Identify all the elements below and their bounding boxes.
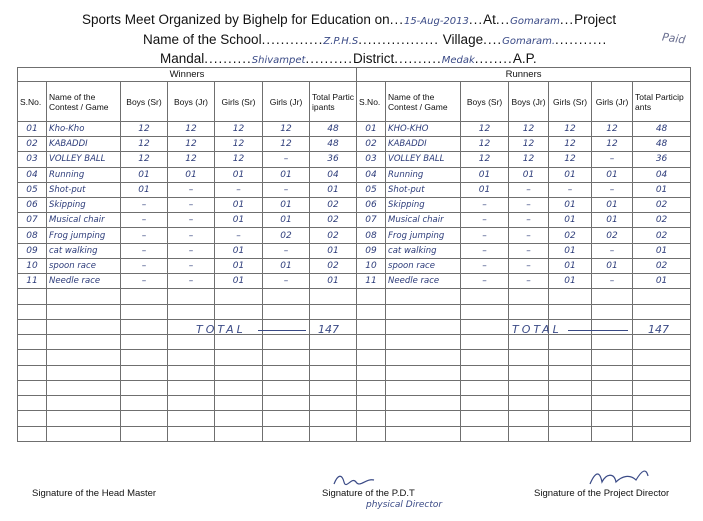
col-sno-r: S.No. — [357, 82, 386, 122]
empty-row — [18, 289, 691, 304]
table-row: 05 Shot-put 01 – – – 01 05 Shot-put 01 – – – 01 — [18, 182, 691, 197]
col-contest-r: Name of the Contest / Game — [386, 82, 461, 122]
col-boys-jr: Boys (Jr) — [168, 82, 215, 122]
mandal-label: Mandal — [160, 51, 205, 66]
table-row: 11 Needle race – – 01 – 01 11 Needle race – – 01 – 01 — [18, 274, 691, 289]
table-row: 08 Frog jumping – – – 02 02 08 Frog jumping – – 02 02 02 — [18, 228, 691, 243]
project-suffix: Project — [574, 12, 617, 27]
empty-row — [18, 380, 691, 395]
col-contest: Name of the Contest / Game — [47, 82, 121, 122]
col-boys-sr-r: Boys (Sr) — [461, 82, 509, 122]
table-row: 09 cat walking – – 01 – 01 09 cat walking – – 01 – 01 — [18, 243, 691, 258]
village-label: Village — [442, 32, 484, 47]
results-table — [17, 67, 691, 442]
mandal-name: Shivampet — [251, 55, 306, 66]
runners-total-label: TOTAL — [512, 323, 562, 336]
table-row: 07 Musical chair – – 01 01 02 07 Musical chair – – 01 01 02 — [18, 213, 691, 228]
column-header-row — [18, 82, 691, 122]
director-signature-mark — [586, 466, 656, 488]
col-girls-jr: Girls (Jr) — [263, 82, 310, 122]
col-sno: S.No. — [18, 82, 47, 122]
state-label: A.P. — [512, 51, 537, 66]
runners-total-dash — [568, 330, 628, 331]
meet-date: 15-Aug-2013 — [403, 16, 469, 27]
school-name: Z.P.H.S — [323, 36, 359, 47]
empty-row — [18, 411, 691, 426]
empty-row — [18, 365, 691, 380]
district-name: Medak — [441, 55, 475, 66]
group-header-row — [18, 68, 691, 82]
district-label: District — [352, 51, 395, 66]
table-row: 06 Skipping – – 01 01 02 06 Skipping – – 01 01 02 — [18, 198, 691, 213]
col-girls-jr-r: Girls (Jr) — [592, 82, 633, 122]
at-label: At — [483, 12, 496, 27]
table-row: 01 Kho-Kho 12 12 12 12 48 01 KHO-KHO 12 12 12 12 48 — [18, 121, 691, 136]
runners-heading: Runners — [357, 68, 691, 82]
school-label: Name of the School — [143, 32, 262, 47]
table-row: 03 VOLLEY BALL 12 12 12 – 36 03 VOLLEY BALL 12 12 12 – 36 — [18, 152, 691, 167]
project-name: Gomaram — [510, 16, 560, 27]
empty-row — [18, 304, 691, 319]
village-name: Gomaram. — [502, 36, 556, 47]
pdt-signature-label: Signature of the P.D.T — [322, 488, 415, 499]
project-director-signature-label: Signature of the Project Director — [534, 488, 670, 499]
mandal-line: Mandal..........Shivampet..........District..........Medak........A.P. — [160, 51, 537, 66]
table-row: 10 spoon race – – 01 01 02 10 spoon race – – 01 01 02 — [18, 258, 691, 273]
empty-row — [18, 335, 691, 350]
empty-row — [18, 319, 691, 334]
col-total-r: Total Participants — [633, 82, 691, 122]
empty-row — [18, 396, 691, 411]
table-row: 02 KABADDI 12 12 12 12 48 02 KABADDI 12 12 12 12 48 — [18, 137, 691, 152]
winners-heading: Winners — [18, 68, 357, 82]
title-prefix: Sports Meet Organized by Bighelp for Education on — [82, 12, 390, 27]
col-girls-sr-r: Girls (Sr) — [549, 82, 592, 122]
empty-row — [18, 350, 691, 365]
col-girls-sr: Girls (Sr) — [215, 82, 263, 122]
school-line: Name of the School.............Z.P.H.S................. Village....Gomaram............ — [143, 32, 608, 47]
pdt-note: physical Director — [366, 500, 443, 510]
winners-total-value: 147 — [318, 323, 339, 336]
empty-row — [18, 426, 691, 441]
pdt-signature-mark — [330, 470, 380, 490]
runners-total-value: 147 — [648, 323, 669, 336]
col-boys-jr-r: Boys (Jr) — [509, 82, 549, 122]
margin-note: Paid — [661, 30, 687, 47]
head-master-signature-label: Signature of the Head Master — [32, 488, 157, 499]
winners-total-label: TOTAL — [196, 323, 246, 336]
table-row: 04 Running 01 01 01 01 04 04 Running 01 01 01 01 04 — [18, 167, 691, 182]
winners-total-dash — [258, 330, 306, 331]
col-total: Total Participants — [310, 82, 357, 122]
col-boys-sr: Boys (Sr) — [121, 82, 168, 122]
title-line: Sports Meet Organized by Bighelp for Education on...15-Aug-2013...At...Gomaram...Project — [82, 12, 617, 27]
